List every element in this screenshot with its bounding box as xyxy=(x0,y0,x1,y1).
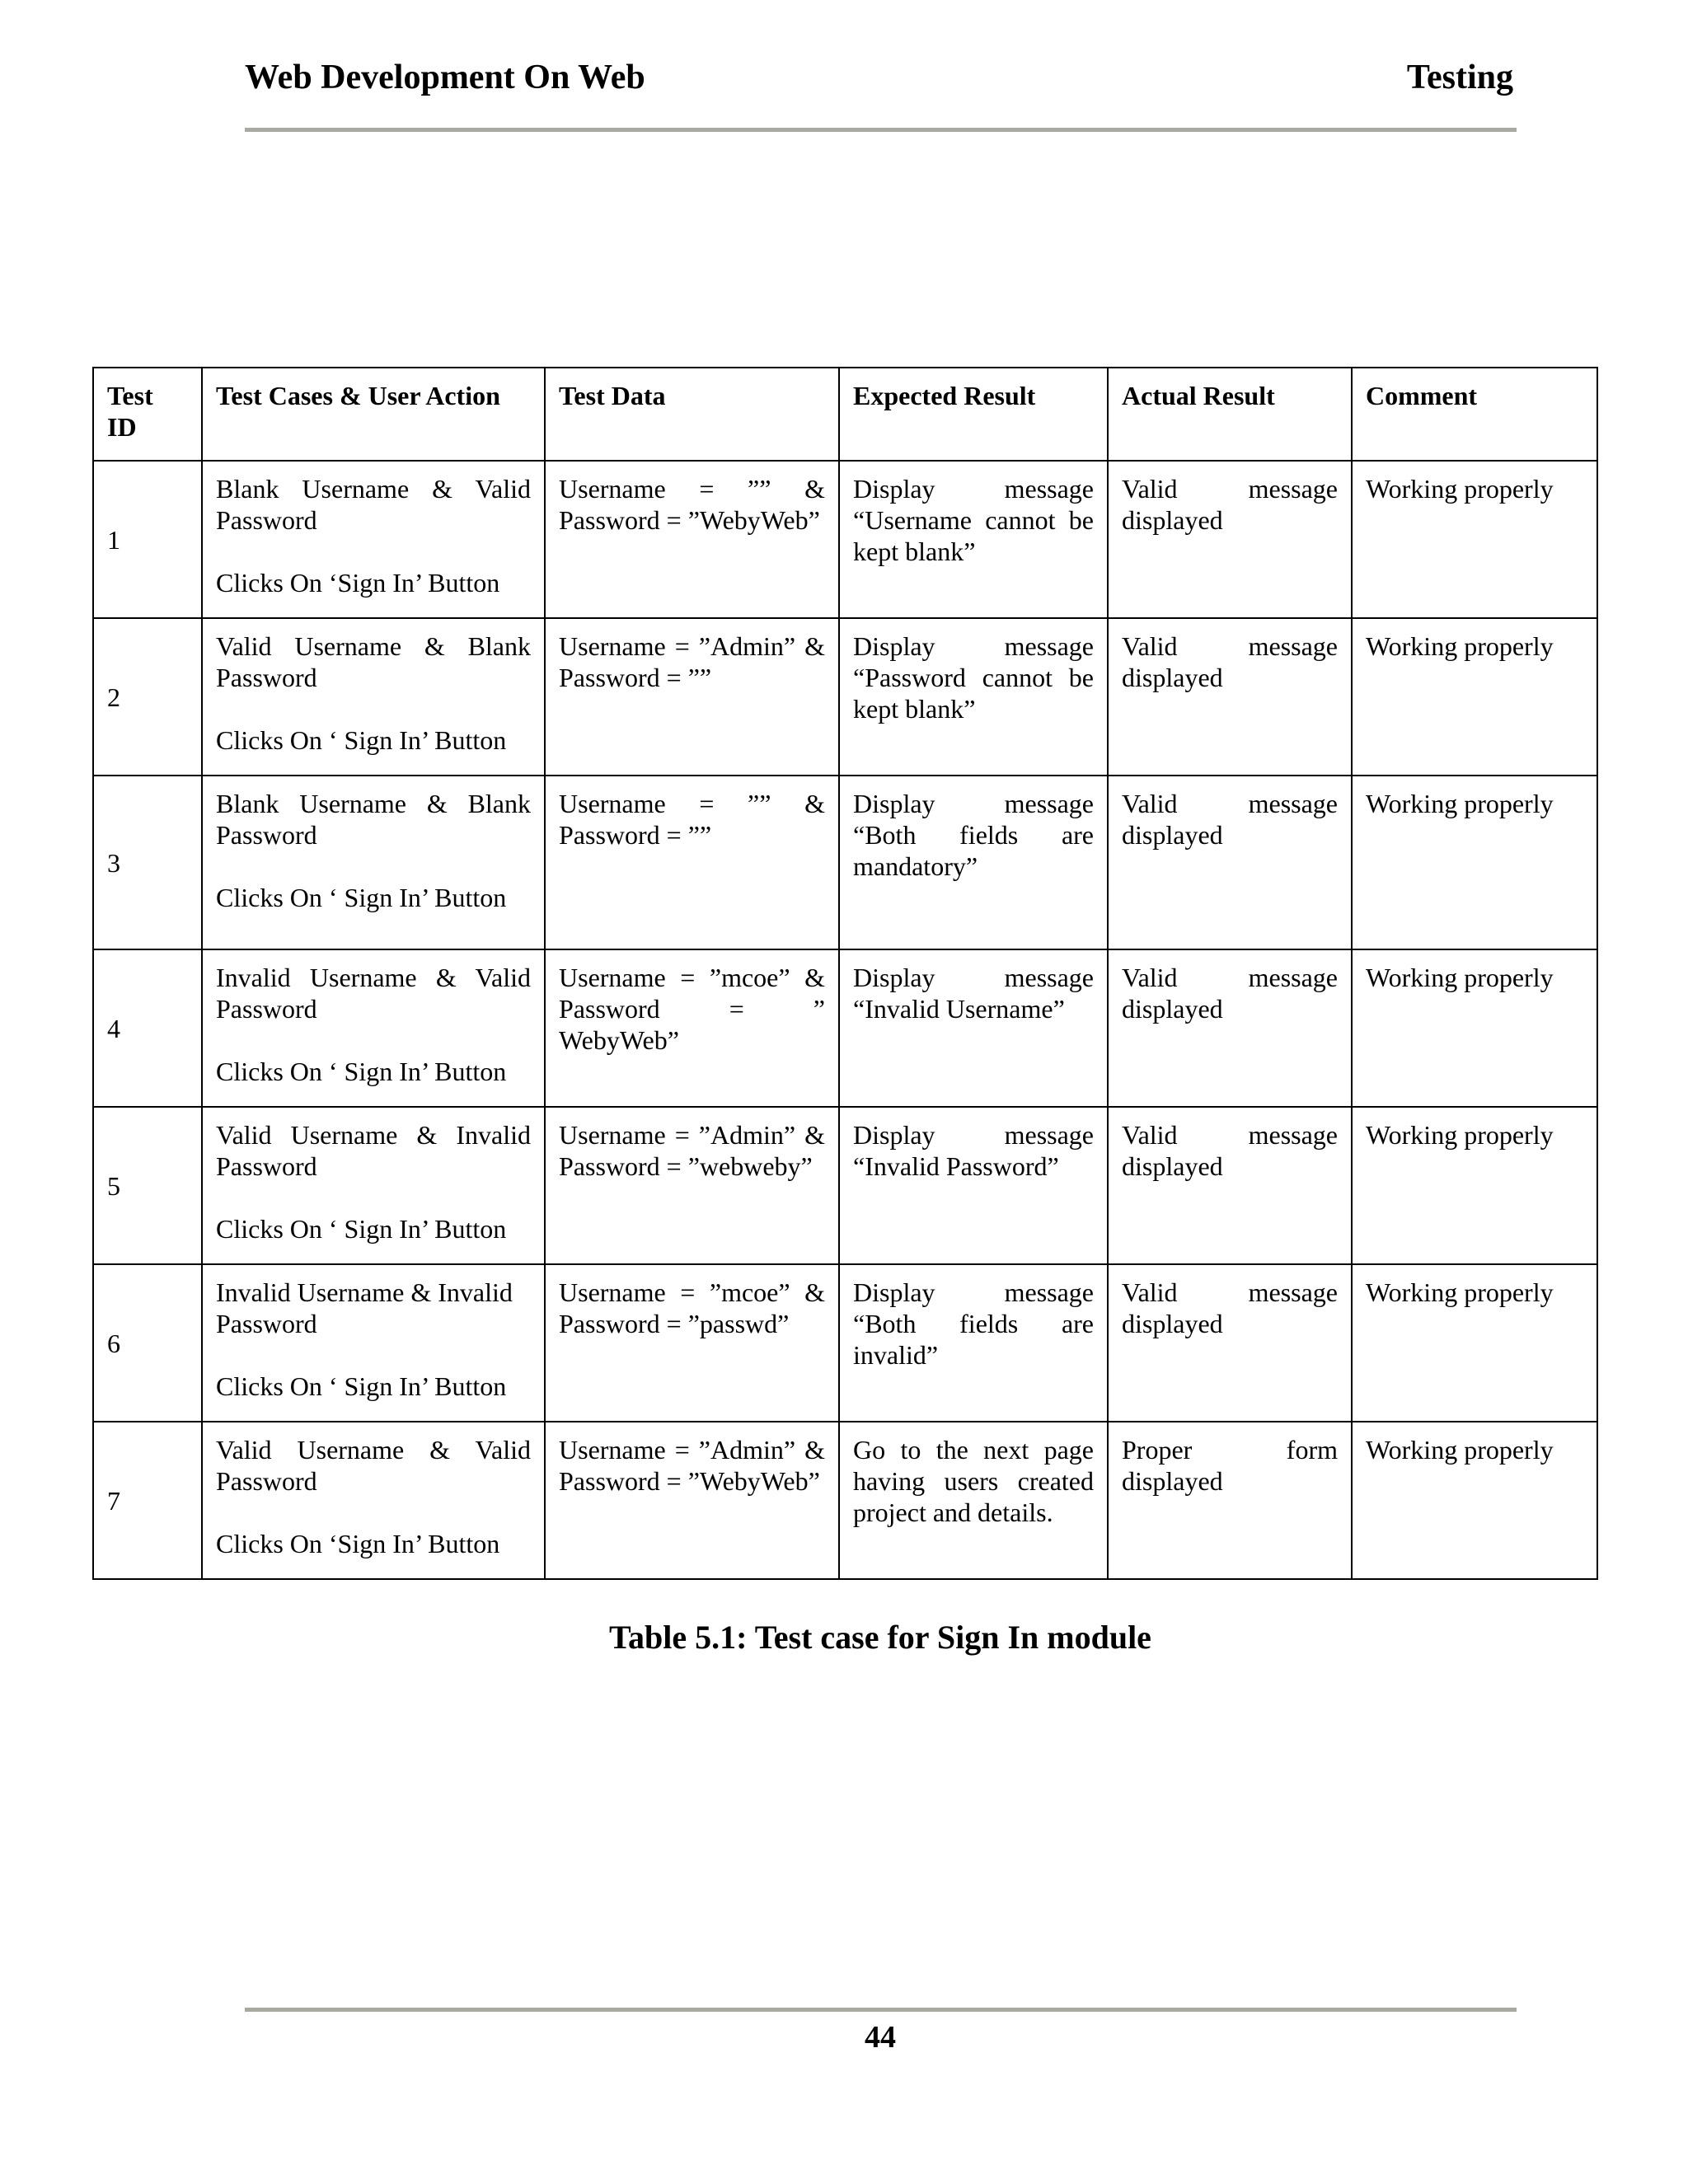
cell-actual-result: Valid message displayed xyxy=(1108,776,1352,949)
cell-test-id: 7 xyxy=(93,1422,202,1579)
cell-test-id: 4 xyxy=(93,949,202,1107)
cell-test-data: Username = ”Admin” & Password = ”WebyWeb” xyxy=(545,1422,839,1579)
cell-case-text: Blank Username & Blank Password xyxy=(216,789,531,850)
test-case-table xyxy=(92,367,1598,1580)
cell-actual-result: Valid message displayed xyxy=(1108,618,1352,776)
cell-expected-result: Display message “Password cannot be kept blank” xyxy=(839,618,1108,776)
column-header-test-id: Test ID xyxy=(93,368,202,461)
cell-comment: Working properly xyxy=(1352,776,1597,949)
cell-test-id: 3 xyxy=(93,776,202,949)
cell-test-case xyxy=(202,776,545,949)
cell-test-data: Username = ”Admin” & Password = ”” xyxy=(545,618,839,776)
cell-test-case xyxy=(202,618,545,776)
cell-actual-result: Valid message displayed xyxy=(1108,461,1352,618)
page-number: 44 xyxy=(865,2020,896,2055)
column-header-test-data: Test Data xyxy=(545,368,839,461)
cell-test-case xyxy=(202,1264,545,1422)
table-row xyxy=(93,618,1597,776)
cell-action-text: Clicks On ‘ Sign In’ Button xyxy=(216,725,507,755)
cell-test-data: Username = ”mcoe” & Password = ” WebyWeb” xyxy=(545,949,839,1107)
cell-test-data: Username = ”mcoe” & Password = ”passwd” xyxy=(545,1264,839,1422)
table-row xyxy=(93,461,1597,618)
cell-action-text: Clicks On ‘ Sign In’ Button xyxy=(216,1371,507,1401)
cell-test-id: 6 xyxy=(93,1264,202,1422)
cell-action-text: Clicks On ‘ Sign In’ Button xyxy=(216,1214,507,1244)
cell-comment: Working properly xyxy=(1352,618,1597,776)
cell-expected-result: Display message “Invalid Password” xyxy=(839,1107,1108,1264)
cell-test-case xyxy=(202,949,545,1107)
cell-test-id: 1 xyxy=(93,461,202,618)
cell-expected-result: Display message “Both fields are mandatory” xyxy=(839,776,1108,949)
cell-test-id: 5 xyxy=(93,1107,202,1264)
cell-comment: Working properly xyxy=(1352,1107,1597,1264)
cell-comment: Working properly xyxy=(1352,1422,1597,1579)
table-row xyxy=(93,1422,1597,1579)
cell-expected-result: Go to the next page having users created project and details. xyxy=(839,1422,1108,1579)
cell-action-text: Clicks On ‘Sign In’ Button xyxy=(216,568,500,598)
header-rule xyxy=(245,128,1517,132)
column-header-comment: Comment xyxy=(1352,368,1597,461)
cell-expected-result: Display message “Invalid Username” xyxy=(839,949,1108,1107)
cell-actual-result: Proper form displayed xyxy=(1108,1422,1352,1579)
cell-actual-result: Valid message displayed xyxy=(1108,1107,1352,1264)
cell-expected-result: Display message “Username cannot be kept blank” xyxy=(839,461,1108,618)
cell-actual-result: Valid message displayed xyxy=(1108,949,1352,1107)
cell-action-text: Clicks On ‘ Sign In’ Button xyxy=(216,883,507,912)
running-header-section: Testing xyxy=(1406,59,1513,96)
cell-case-text: Invalid Username & Invalid Password xyxy=(216,1277,513,1338)
cell-test-data: Username = ”” & Password = ”WebyWeb” xyxy=(545,461,839,618)
column-header-test-cases: Test Cases & User Action xyxy=(202,368,545,461)
cell-case-text: Invalid Username & Valid Password xyxy=(216,963,531,1024)
cell-test-data: Username = ”” & Password = ”” xyxy=(545,776,839,949)
running-header-title: Web Development On Web xyxy=(245,59,645,96)
column-header-actual-result: Actual Result xyxy=(1108,368,1352,461)
table-row xyxy=(93,1107,1597,1264)
cell-test-data: Username = ”Admin” & Password = ”webweby” xyxy=(545,1107,839,1264)
cell-comment: Working properly xyxy=(1352,1264,1597,1422)
cell-actual-result: Valid message displayed xyxy=(1108,1264,1352,1422)
table-row xyxy=(93,1264,1597,1422)
cell-test-case xyxy=(202,1422,545,1579)
cell-comment: Working properly xyxy=(1352,461,1597,618)
cell-case-text: Blank Username & Valid Password xyxy=(216,474,531,535)
table-row xyxy=(93,949,1597,1107)
cell-action-text: Clicks On ‘ Sign In’ Button xyxy=(216,1057,507,1086)
cell-test-case xyxy=(202,1107,545,1264)
cell-case-text: Valid Username & Invalid Password xyxy=(216,1120,531,1181)
cell-case-text: Valid Username & Valid Password xyxy=(216,1435,531,1496)
cell-action-text: Clicks On ‘Sign In’ Button xyxy=(216,1529,500,1558)
table-header-row xyxy=(93,368,1597,461)
cell-expected-result: Display message “Both fields are invalid” xyxy=(839,1264,1108,1422)
footer-rule xyxy=(245,2008,1517,2012)
cell-test-id: 2 xyxy=(93,618,202,776)
column-header-expected-result: Expected Result xyxy=(839,368,1108,461)
cell-test-case xyxy=(202,461,545,618)
table-caption: Table 5.1: Test case for Sign In module xyxy=(609,1619,1151,1656)
cell-comment: Working properly xyxy=(1352,949,1597,1107)
cell-case-text: Valid Username & Blank Password xyxy=(216,631,531,692)
table-row xyxy=(93,776,1597,949)
